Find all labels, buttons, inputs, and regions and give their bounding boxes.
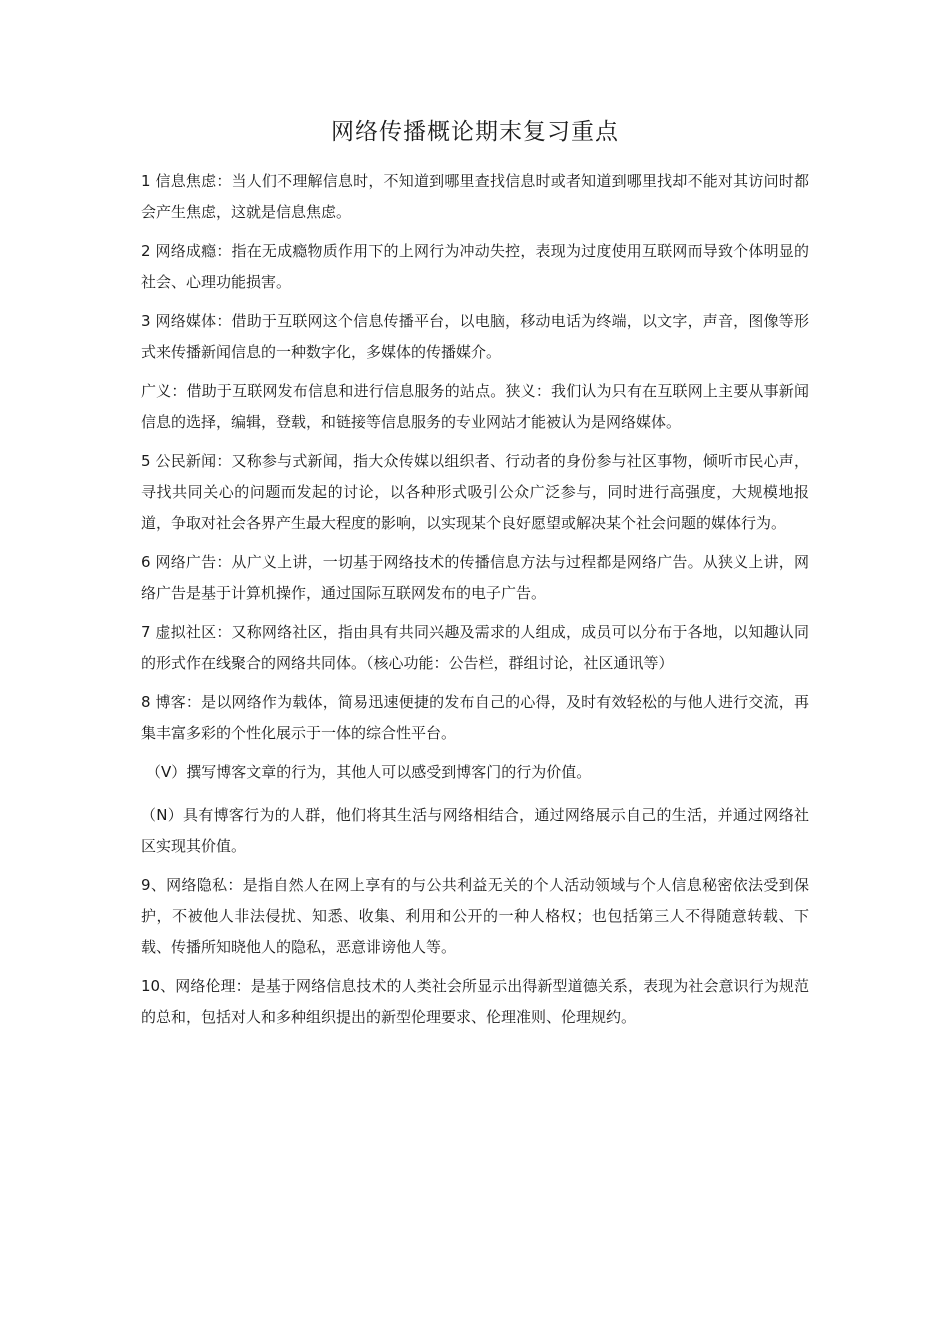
paragraph-broad-narrow-definition: 广义：借助于互联网发布信息和进行信息服务的站点。狭义：我们认为只有在互联网上主要从事新闻信息的选择，编辑，登载，和链接等信息服务的专业网站才能被认为是网络媒体。: [141, 382, 809, 431]
paragraph-blog-verb: （V）撰写博客文章的行为，其他人可以感受到博客门的行为价值。: [146, 763, 592, 781]
paragraph-network-privacy: 9、网络隐私：是指自然人在网上享有的与公共利益无关的个人活动领域与个人信息秘密依法受到保护，不被他人非法侵扰、知悉、收集、利用和公开的一种人格权；也包括第三人不得随意转载、下载、传播所知晓他人的隐私，恶意诽谤他人等。: [141, 876, 809, 956]
paragraph-virtual-community: 7 虚拟社区：又称网络社区，指由具有共同兴趣及需求的人组成，成员可以分布于各地，以知趣认同的形式作在线聚合的网络共同体。（核心功能：公告栏，群组讨论，社区通讯等）: [141, 623, 809, 672]
paragraph-network-advertising: 6 网络广告：从广义上讲，一切基于网络技术的传播信息方法与过程都是网络广告。从狭义上讲，网络广告是基于计算机操作，通过国际互联网发布的电子广告。: [141, 553, 809, 602]
paragraph-blog-noun: （N）具有博客行为的人群，他们将其生活与网络相结合，通过网络展示自己的生活，并通过网络社区实现其价值。: [141, 806, 809, 855]
document-body: [141, 166, 809, 1041]
paragraph-citizen-journalism: 5 公民新闻：又称参与式新闻，指大众传媒以组织者、行动者的身份参与社区事物，倾听市民心声，寻找共同关心的问题而发起的讨论，以各种形式吸引公众广泛参与，同时进行高强度，大规模地报道，争取对社会各界产生最大程度的影响，以实现某个良好愿望或解决某个社会问题的媒体行为。: [141, 452, 809, 532]
paragraph-information-anxiety: 1 信息焦虑：当人们不理解信息时，不知道到哪里查找信息时或者知道到哪里找却不能对其访问时都会产生焦虑，这就是信息焦虑。: [141, 172, 809, 221]
paragraph-network-ethics: 10、网络伦理：是基于网络信息技术的人类社会所显示出得新型道德关系，表现为社会意识行为规范的总和，包括对人和多种组织提出的新型伦理要求、伦理准则、伦理规约。: [141, 977, 809, 1026]
paragraph-blog: 8 博客：是以网络作为载体，简易迅速便捷的发布自己的心得，及时有效轻松的与他人进行交流，再集丰富多彩的个性化展示于一体的综合性平台。: [141, 693, 809, 742]
paragraph-network-media: 3 网络媒体：借助于互联网这个信息传播平台，以电脑，移动电话为终端，以文字，声音，图像等形式来传播新闻信息的一种数字化，多媒体的传播媒介。: [141, 312, 809, 361]
document-title: 网络传播概论期末复习重点: [331, 119, 619, 145]
paragraph-internet-addiction: 2 网络成瘾：指在无成瘾物质作用下的上网行为冲动失控，表现为过度使用互联网而导致个体明显的社会、心理功能损害。: [141, 242, 809, 291]
